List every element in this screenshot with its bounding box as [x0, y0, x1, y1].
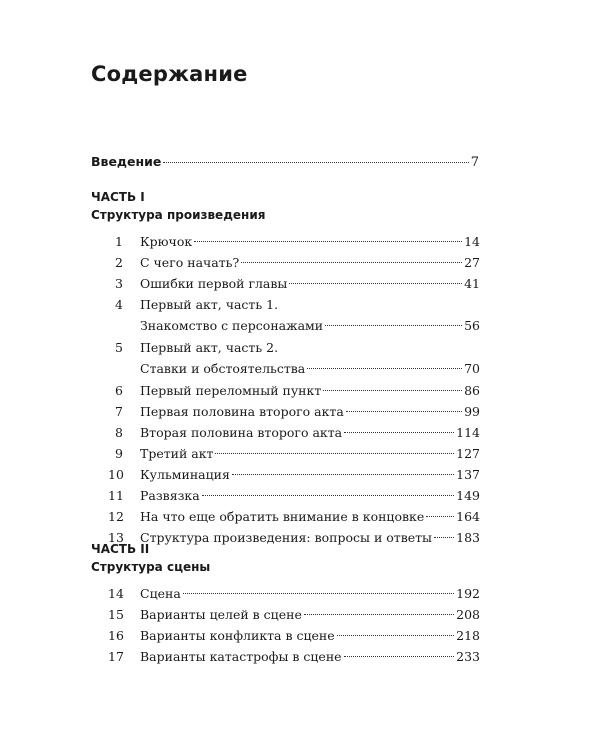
dot-leader	[163, 162, 468, 163]
chapter-number: 13	[108, 530, 124, 545]
dot-leader	[241, 262, 462, 263]
dot-leader	[202, 495, 454, 496]
toc-entry[interactable]	[108, 380, 480, 401]
toc-entry[interactable]	[108, 273, 480, 294]
page-number: 7	[470, 155, 479, 170]
dot-leader	[304, 614, 454, 615]
toc-entry[interactable]	[108, 401, 480, 422]
entry-title: Вторая половина второго акта	[140, 425, 343, 440]
toc-entry[interactable]	[108, 443, 480, 464]
entry-title: Первый акт, часть 2.	[140, 340, 279, 355]
toc-entry[interactable]	[108, 464, 480, 485]
page-number: 99	[464, 404, 480, 419]
entry-title: Введение	[91, 154, 162, 169]
toc-entry[interactable]	[108, 646, 480, 667]
page-number: 41	[464, 276, 480, 291]
page-number: 27	[464, 255, 480, 270]
entry-title: Знакомство с персонажами	[140, 318, 324, 333]
chapter-number: 6	[115, 383, 123, 398]
toc-entry[interactable]	[108, 294, 480, 337]
entry-title: Структура произведения: вопросы и ответы	[140, 530, 433, 545]
page-number: 86	[464, 383, 480, 398]
page-number: 137	[456, 467, 480, 482]
page-number: 192	[456, 586, 480, 601]
toc-entry[interactable]	[108, 337, 480, 380]
dot-leader	[215, 453, 454, 454]
chapter-number: 9	[115, 446, 123, 461]
page-number: 127	[456, 446, 480, 461]
entry-title: Первая половина второго акта	[140, 404, 344, 419]
toc-entry[interactable]	[108, 231, 480, 252]
chapter-number: 3	[115, 276, 123, 291]
dot-leader	[344, 432, 454, 433]
part-1-title: Структура произведения	[91, 208, 266, 222]
dot-leader	[232, 474, 454, 475]
dot-leader	[325, 325, 462, 326]
page-number: 164	[456, 509, 480, 524]
entry-title: Кульминация	[140, 467, 230, 482]
entry-title: Первый акт, часть 1.	[140, 297, 279, 312]
toc-entry[interactable]	[108, 625, 480, 646]
page-number: 233	[456, 649, 480, 664]
dot-leader	[337, 635, 454, 636]
page-number: 208	[456, 607, 480, 622]
page-number: 70	[464, 361, 480, 376]
dot-leader	[183, 593, 454, 594]
chapter-number: 17	[108, 649, 124, 664]
entry-title: С чего начать?	[140, 255, 240, 270]
entry-title: Варианты целей в сцене	[140, 607, 302, 622]
dot-leader	[307, 368, 462, 369]
part-1-label: ЧАСТЬ I	[91, 190, 145, 204]
page-title: Содержание	[91, 62, 248, 86]
toc-entry[interactable]	[108, 604, 480, 625]
entry-title: Первый переломный пункт	[140, 383, 322, 398]
toc-entry[interactable]	[108, 583, 480, 604]
page-number: 56	[464, 318, 480, 333]
chapter-number: 8	[115, 425, 123, 440]
entry-title: Варианты катастрофы в сцене	[140, 649, 342, 664]
dot-leader	[426, 516, 454, 517]
page-number: 183	[456, 530, 480, 545]
toc-part-2-list	[108, 583, 480, 667]
dot-leader	[194, 241, 462, 242]
dot-leader	[346, 411, 462, 412]
chapter-number: 11	[108, 488, 124, 503]
page-number: 114	[456, 425, 480, 440]
entry-title: Ошибки первой главы	[140, 276, 288, 291]
toc-part-1-list	[108, 231, 480, 548]
toc-entry[interactable]	[108, 506, 480, 527]
chapter-number: 14	[108, 586, 124, 601]
part-2-title: Структура сцены	[91, 560, 211, 574]
entry-title: Ставки и обстоятельства	[140, 361, 306, 376]
page-number: 149	[456, 488, 480, 503]
dot-leader	[323, 390, 462, 391]
entry-title: Крючок	[140, 234, 193, 249]
chapter-number: 15	[108, 607, 124, 622]
chapter-number: 10	[108, 467, 124, 482]
page-number: 218	[456, 628, 480, 643]
toc-entry[interactable]	[108, 252, 480, 273]
entry-title: На что еще обратить внимание в концовке	[140, 509, 425, 524]
chapter-number: 12	[108, 509, 124, 524]
toc-entry[interactable]	[108, 422, 480, 443]
chapter-number: 7	[115, 404, 123, 419]
entry-title: Сцена	[140, 586, 181, 601]
chapter-number: 4	[115, 297, 123, 312]
entry-title: Третий акт	[140, 446, 214, 461]
chapter-number: 16	[108, 628, 124, 643]
dot-leader	[344, 656, 455, 657]
dot-leader	[434, 537, 454, 538]
chapter-number: 1	[115, 234, 123, 249]
entry-title: Варианты конфликта в сцене	[140, 628, 335, 643]
part-2-label: ЧАСТЬ II	[91, 542, 150, 556]
page-number: 14	[464, 234, 480, 249]
toc-entry[interactable]	[108, 527, 480, 548]
toc-entry[interactable]	[108, 485, 480, 506]
chapter-number: 2	[115, 255, 123, 270]
dot-leader	[289, 283, 462, 284]
chapter-number: 5	[115, 340, 123, 355]
entry-title: Развязка	[140, 488, 200, 503]
toc-entry-introduction[interactable]	[91, 154, 479, 170]
